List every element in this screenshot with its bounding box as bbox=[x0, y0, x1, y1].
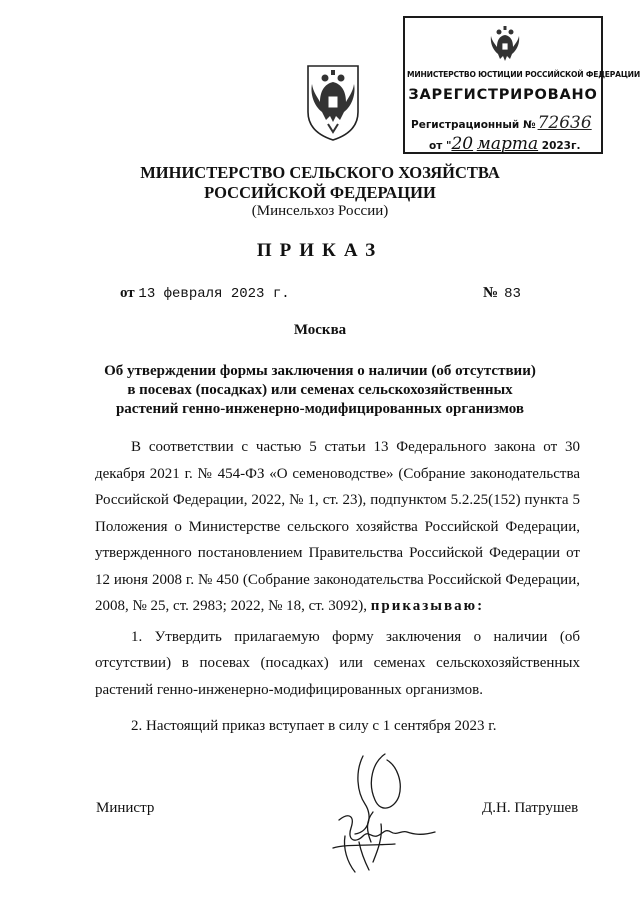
registration-stamp bbox=[403, 16, 640, 154]
document-type-heading: ПРИКАЗ bbox=[256, 240, 384, 261]
command-word: приказываю: bbox=[370, 598, 485, 614]
order-title-line1: Об утверждении формы заключения о наличии (об отсутствии) bbox=[104, 363, 536, 379]
order-date-label: от bbox=[120, 285, 135, 301]
stamp-date-day: 20 bbox=[451, 134, 474, 154]
order-number-label: № bbox=[483, 285, 499, 301]
stamp-date-month: марта bbox=[476, 134, 539, 154]
issuing-city: Москва bbox=[293, 322, 347, 338]
clause-2-paragraph: 2. Настоящий приказ вступает в силу с 1 сентября 2023 г. bbox=[131, 718, 497, 734]
ministry-short-name: (Минсельхоз России) bbox=[251, 203, 389, 219]
handwritten-signature-icon bbox=[325, 752, 460, 877]
ministry-name-line2: РОССИЙСКОЙ ФЕДЕРАЦИИ bbox=[204, 183, 436, 202]
stamp-emblem-icon bbox=[485, 24, 525, 68]
stamp-ministry-name: МИНИСТЕРСТВО ЮСТИЦИИ РОССИЙСКОЙ ФЕДЕРАЦИИ bbox=[407, 70, 640, 79]
stamp-status: ЗАРЕГИСТРИРОВАНО bbox=[408, 87, 598, 103]
order-number bbox=[483, 285, 521, 302]
order-date-value: 13 февраля 2023 г. bbox=[138, 286, 290, 302]
preamble-paragraph bbox=[95, 434, 580, 620]
stamp-reg-number: 72636 bbox=[537, 113, 592, 133]
stamp-registration-date bbox=[429, 134, 580, 154]
stamp-reg-label: Регистрационный № bbox=[411, 119, 536, 131]
stamp-date-year: 2023г. bbox=[541, 140, 581, 152]
signatory-name: Д.Н. Патрушев bbox=[482, 800, 579, 816]
ministry-name-line1: МИНИСТЕРСТВО СЕЛЬСКОГО ХОЗЯЙСТВА bbox=[140, 163, 500, 182]
order-date bbox=[120, 285, 290, 302]
clause-1-paragraph: 1. Утвердить прилагаемую форму заключения о наличии (об отсутствии) в посевах (посадках) или семенах сельскохозяйственных растений генно-инженерно-модифицированных организмов. bbox=[95, 628, 580, 698]
coat-of-arms-emblem-icon bbox=[300, 62, 366, 142]
order-body bbox=[95, 434, 580, 740]
order-title-line2: в посевах (посадках) или семенах сельскохозяйственных bbox=[127, 382, 513, 398]
order-title-line3: растений генно-инженерно-модифицированных организмов bbox=[115, 401, 525, 417]
order-title bbox=[100, 362, 540, 419]
order-number-value: 83 bbox=[504, 286, 521, 302]
signatory-title: Министр bbox=[96, 800, 155, 816]
stamp-registration-number bbox=[411, 113, 592, 133]
stamp-date-prefix: от " bbox=[429, 140, 452, 152]
preamble-text: В соответствии с частью 5 статьи 13 Федерального закона от 30 декабря 2021 г. № 454-ФЗ «О семеноводстве» (Собрание законодательства Российской Федерации, 2022, № 1, ст. 23), подпунктом 5.2.25(152) пункта 5 Положения о Министерстве сельского хозяйства Российской Федерации, утвержденного постановлением Правительства Российской Федерации от 12 июня 2008 г. № 450 (Собрание законодательства Российской Федерации, 2008, № 25, ст. 2983; 2022, № 18, ст. 3092), bbox=[95, 439, 580, 614]
